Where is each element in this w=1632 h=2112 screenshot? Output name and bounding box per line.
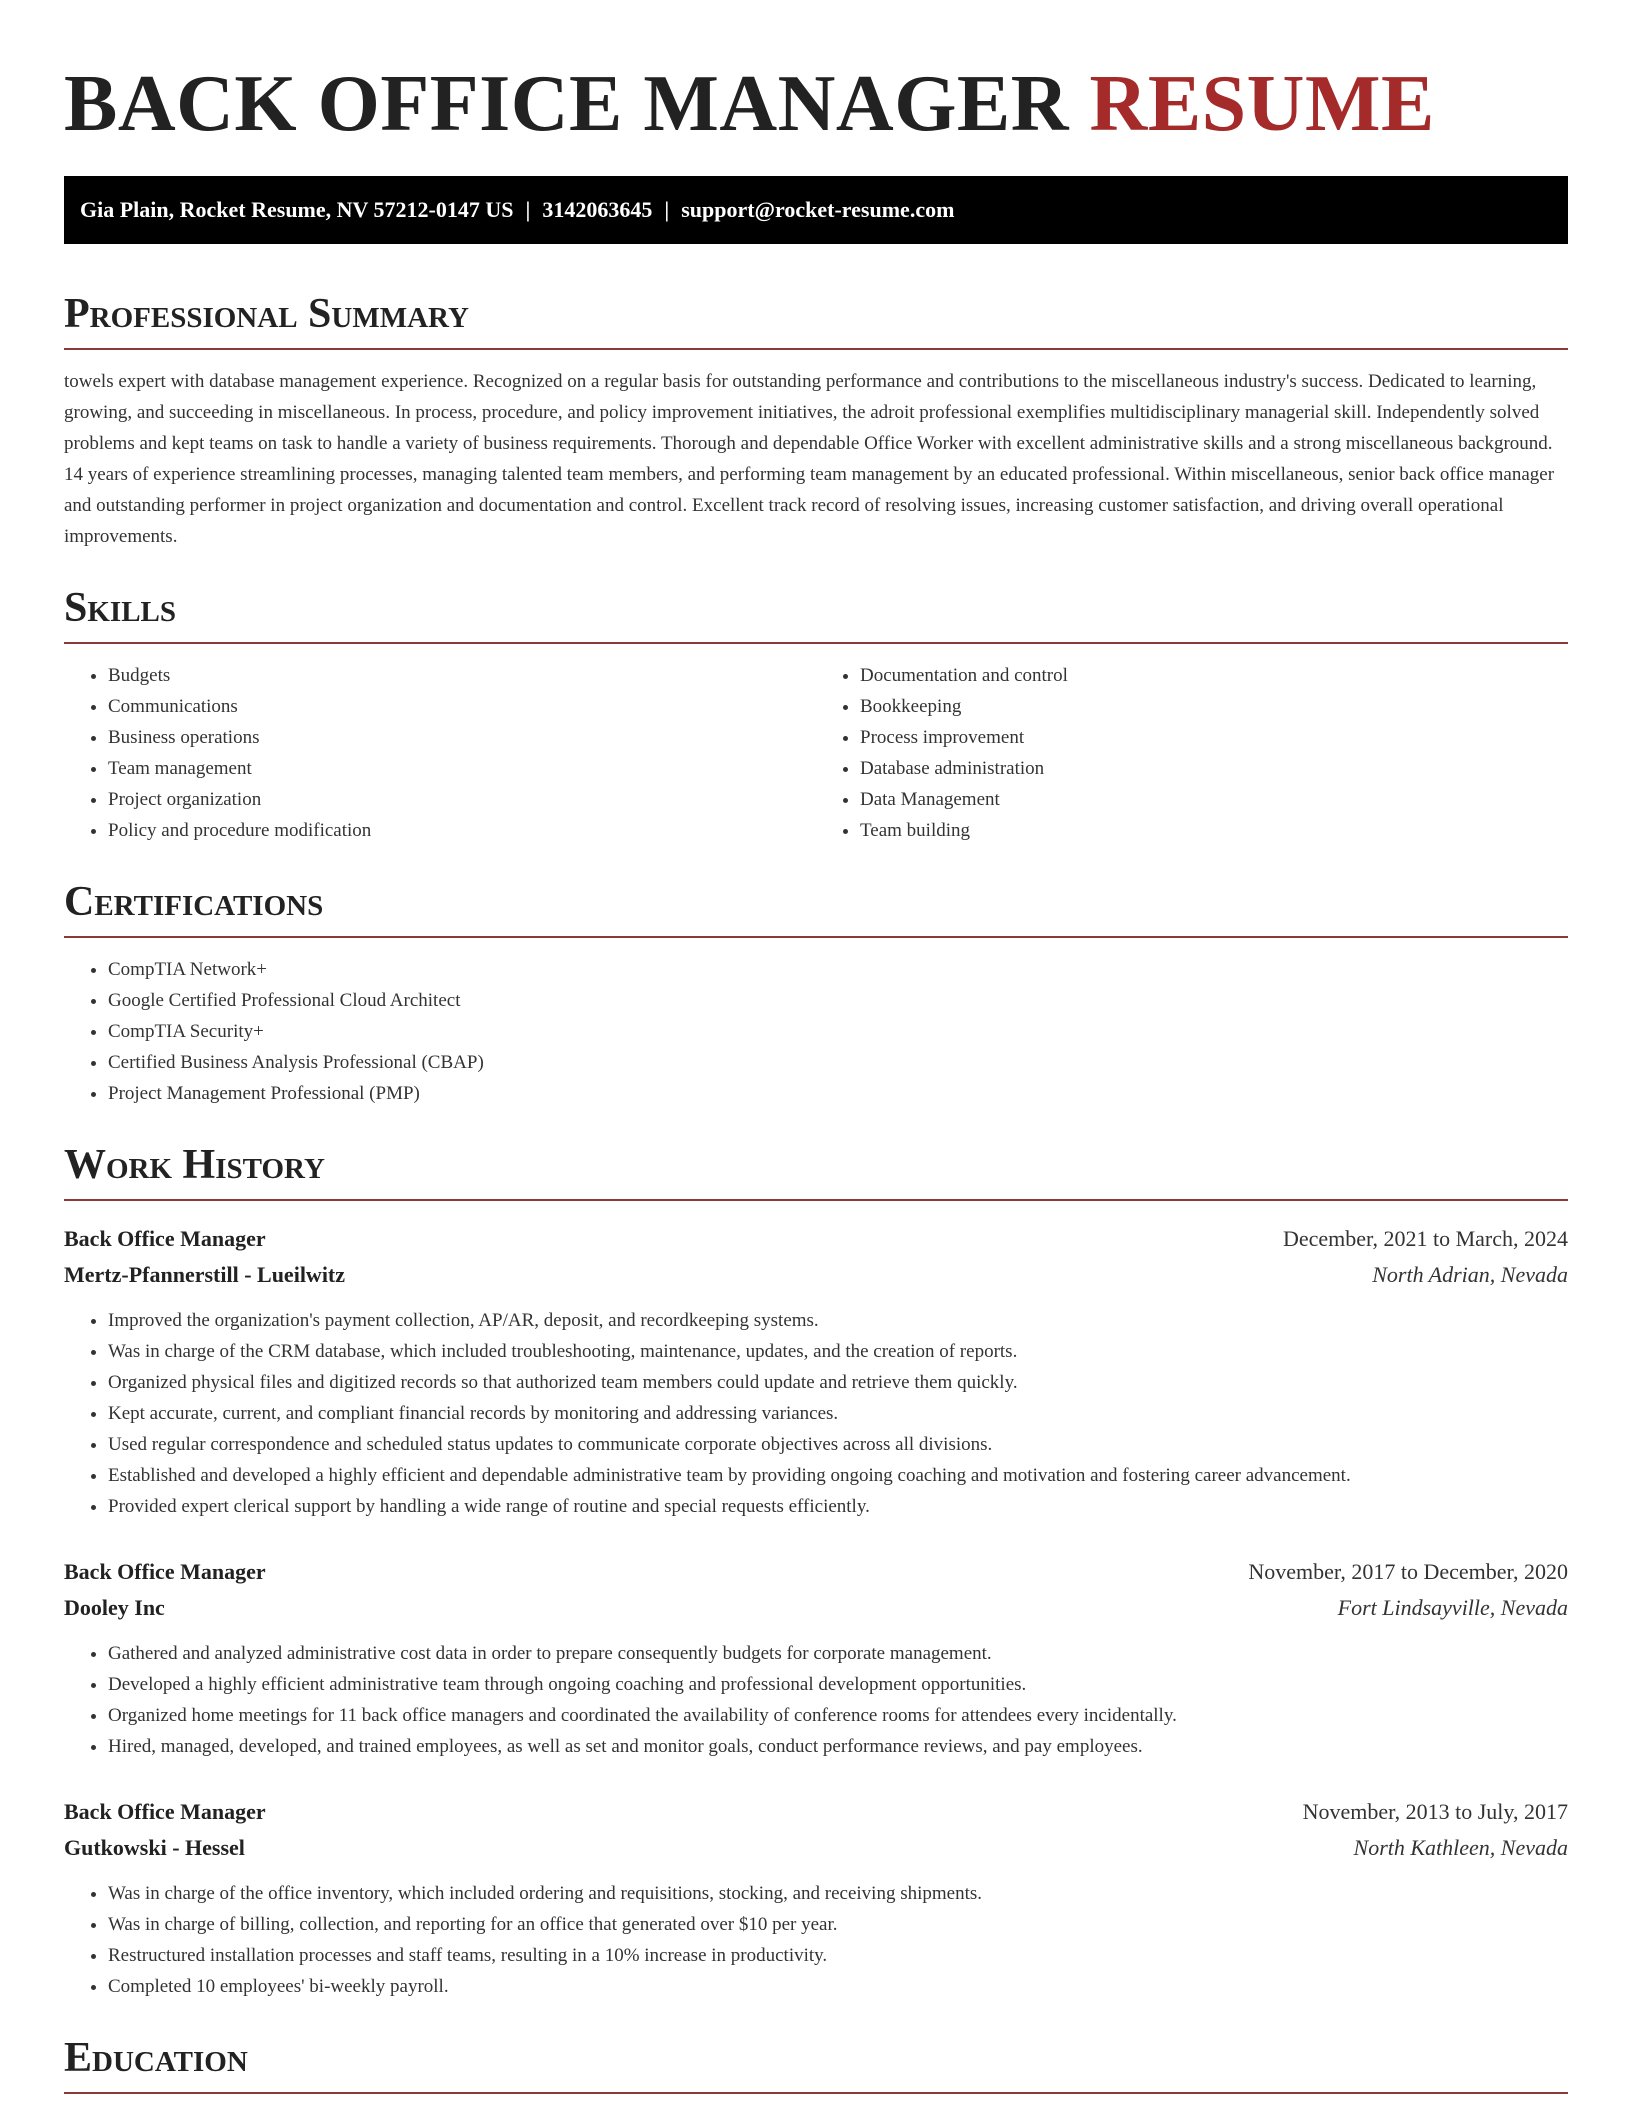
certification-item: • Project Management Professional (PMP) (108, 1078, 1568, 1109)
job-company: Mertz-Pfannerstill - Lueilwitz (64, 1262, 346, 1287)
skills-column-left (64, 660, 816, 846)
job-dates: November, 2017 to December, 2020 (1248, 1559, 1568, 1584)
section-divider (64, 2092, 1568, 2094)
job-entry (64, 1794, 1568, 2002)
job-title: Back Office Manager (64, 1226, 266, 1251)
certification-item: • CompTIA Security+ (108, 1016, 1568, 1047)
job-company-row (64, 1257, 1568, 1293)
work-history-heading: Work History (64, 1142, 325, 1188)
job-header-row (64, 1794, 1568, 1830)
job-bullet: • Completed 10 employees' bi-weekly payroll. (108, 1971, 1568, 2002)
job-company-row (64, 1590, 1568, 1626)
job-bullets (64, 1638, 1568, 1762)
job-bullets (64, 1878, 1568, 2002)
job-location: Fort Lindsayville, Nevada (1337, 1595, 1568, 1620)
job-bullet: • Was in charge of the office inventory, which included ordering and requisitions, stocking, and receiving shipments. (108, 1878, 1568, 1909)
skill-item: • Policy and procedure modification (108, 815, 816, 846)
summary-section (64, 288, 1568, 552)
job-bullet: • Improved the organization's payment collection, AP/AR, deposit, and recordkeeping systems. (108, 1305, 1568, 1336)
job-title: Back Office Manager (64, 1799, 266, 1824)
contact-phone: 3142063645 (542, 197, 653, 222)
skill-item: • Communications (108, 691, 816, 722)
certifications-list (64, 954, 1568, 1109)
job-entry (64, 1221, 1568, 1522)
skill-item: • Database administration (860, 753, 1568, 784)
job-company: Gutkowski - Hessel (64, 1835, 245, 1860)
job-bullet: • Provided expert clerical support by handling a wide range of routine and special requests efficiently. (108, 1491, 1568, 1522)
job-bullet: • Used regular correspondence and scheduled status updates to communicate corporate objectives across all divisions. (108, 1429, 1568, 1460)
resume-title-accent: RESUME (1089, 60, 1435, 148)
job-bullet: • Organized physical files and digitized records so that authorized team members could update and retrieve them quickly. (108, 1367, 1568, 1398)
job-dates: November, 2013 to July, 2017 (1302, 1799, 1568, 1824)
job-bullets (64, 1305, 1568, 1522)
job-bullet: • Kept accurate, current, and compliant financial records by monitoring and addressing variances. (108, 1398, 1568, 1429)
summary-heading: Professional Summary (64, 291, 469, 337)
contact-email[interactable]: support@rocket-resume.com (681, 197, 955, 222)
job-bullet: • Developed a highly efficient administrative team through ongoing coaching and professional development opportunities. (108, 1669, 1568, 1700)
summary-text: towels expert with database management experience. Recognized on a regular basis for outstanding performance and contributions to the miscellaneous industry's success. Dedicated to learning, growing, and succeeding in miscellaneous. In process, procedure, and policy improvement initiatives, the adroit professional exemplifies multidisciplinary managerial skill. Independently solved problems and kept teams on task to handle a variety of business requirements. Thorough and dependable Office Worker with excellent administrative skills and a strong miscellaneous background. 14 years of experience streamlining processes, managing talented team members, and performing team management by an educated professional. Within miscellaneous, senior back office manager and outstanding performer in project organization and documentation and control. Excellent track record of resolving issues, increasing customer satisfaction, and driving overall operational improvements. (64, 371, 1555, 547)
job-bullet: • Was in charge of billing, collection, and reporting for an office that generated over $10 per year. (108, 1909, 1568, 1940)
job-bullet: • Organized home meetings for 11 back office managers and coordinated the availability of conference rooms for attendees every incidentally. (108, 1700, 1568, 1731)
contact-bar (64, 176, 1568, 244)
job-bullet: • Gathered and analyzed administrative cost data in order to prepare consequently budgets for corporate management. (108, 1638, 1568, 1669)
certifications-heading: Certifications (64, 879, 324, 925)
skill-item: • Team management (108, 753, 816, 784)
skill-item: • Team building (860, 815, 1568, 846)
resume-title-main: BACK OFFICE MANAGER (64, 60, 1070, 148)
resume-title (64, 0, 1568, 152)
skills-section (64, 582, 1568, 846)
job-company: Dooley Inc (64, 1595, 165, 1620)
skill-item: • Budgets (108, 660, 816, 691)
contact-address: Gia Plain, Rocket Resume, NV 57212-0147 US (80, 197, 514, 222)
certification-item: • Certified Business Analysis Professional (CBAP) (108, 1047, 1568, 1078)
education-section (64, 2032, 1568, 2094)
job-dates: December, 2021 to March, 2024 (1282, 1226, 1568, 1251)
skill-item: • Bookkeeping (860, 691, 1568, 722)
job-header-row (64, 1221, 1568, 1257)
job-title: Back Office Manager (64, 1559, 266, 1584)
job-entry (64, 1554, 1568, 1762)
job-bullet: • Restructured installation processes and staff teams, resulting in a 10% increase in productivity. (108, 1940, 1568, 1971)
skills-column-right (816, 660, 1568, 846)
job-bullet: • Was in charge of the CRM database, which included troubleshooting, maintenance, updates, and the creation of reports. (108, 1336, 1568, 1367)
job-location: North Adrian, Nevada (1372, 1262, 1568, 1287)
certifications-section (64, 876, 1568, 1109)
job-location: North Kathleen, Nevada (1353, 1835, 1568, 1860)
skill-item: • Project organization (108, 784, 816, 815)
resume-page (64, 0, 1568, 2094)
skill-item: • Process improvement (860, 722, 1568, 753)
section-divider (64, 642, 1568, 644)
contact-separator: | (664, 197, 670, 222)
skills-heading: Skills (64, 585, 177, 631)
work-history-section (64, 1139, 1568, 2002)
job-bullet: • Hired, managed, developed, and trained employees, as well as set and monitor goals, conduct performance reviews, and pay employees. (108, 1731, 1568, 1762)
skill-item: • Data Management (860, 784, 1568, 815)
section-divider (64, 1199, 1568, 1201)
job-header-row (64, 1554, 1568, 1590)
job-bullet: • Established and developed a highly efficient and dependable administrative team by providing ongoing coaching and motivation and fostering career advancement. (108, 1460, 1568, 1491)
job-company-row (64, 1830, 1568, 1866)
contact-separator: | (525, 197, 531, 222)
skills-grid (64, 660, 1568, 846)
certification-item: • CompTIA Network+ (108, 954, 1568, 985)
certification-item: • Google Certified Professional Cloud Architect (108, 985, 1568, 1016)
education-heading: Education (64, 2035, 248, 2081)
section-divider (64, 348, 1568, 350)
skill-item: • Business operations (108, 722, 816, 753)
skill-item: • Documentation and control (860, 660, 1568, 691)
section-divider (64, 936, 1568, 938)
